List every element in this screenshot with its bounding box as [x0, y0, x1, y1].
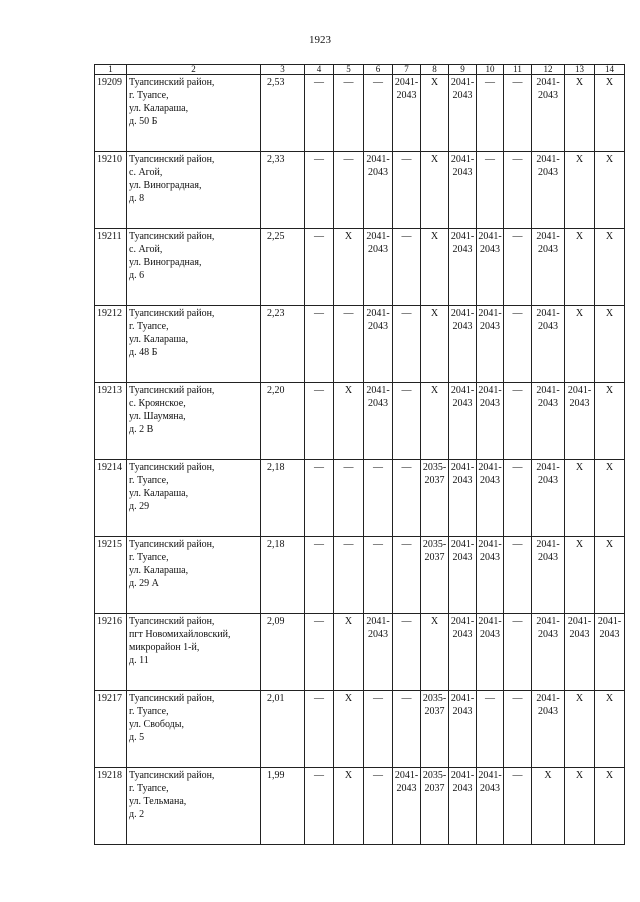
value-cell: X — [565, 460, 595, 537]
value-cell: — — [305, 229, 334, 306]
value-cell: 2041- 2043 — [364, 614, 393, 691]
area-cell: 2,18 — [261, 460, 305, 537]
value-cell: — — [477, 691, 504, 768]
value-cell: — — [305, 75, 334, 152]
value-cell: 2041- 2043 — [393, 75, 421, 152]
value-cell: — — [477, 152, 504, 229]
value-cell: 2041- 2043 — [565, 383, 595, 460]
area-cell: 2,20 — [261, 383, 305, 460]
value-cell: 2041- 2043 — [477, 614, 504, 691]
value-cell: 2035- 2037 — [421, 537, 449, 614]
value-cell: X — [595, 75, 625, 152]
row-number-cell: 19210 — [95, 152, 127, 229]
value-cell: X — [334, 691, 364, 768]
value-cell: — — [305, 460, 334, 537]
row-number-cell: 19209 — [95, 75, 127, 152]
table-row — [95, 768, 625, 845]
row-number-cell: 19213 — [95, 383, 127, 460]
value-cell: 2041- 2043 — [449, 537, 477, 614]
column-header: 9 — [449, 65, 477, 75]
value-cell: — — [393, 691, 421, 768]
value-cell: 2041- 2043 — [477, 768, 504, 845]
value-cell: 2041- 2043 — [532, 460, 565, 537]
value-cell: 2041- 2043 — [364, 306, 393, 383]
value-cell: — — [364, 537, 393, 614]
value-cell: X — [595, 460, 625, 537]
value-cell: — — [504, 460, 532, 537]
value-cell: — — [305, 152, 334, 229]
address-cell: Туапсинский район, с. Агой, ул. Виноградная, д. 6 — [127, 229, 261, 306]
address-cell: Туапсинский район, пгт Новомихайловский, микрорайон 1-й, д. 11 — [127, 614, 261, 691]
value-cell: — — [504, 306, 532, 383]
value-cell: 2041- 2043 — [532, 152, 565, 229]
table-row — [95, 537, 625, 614]
value-cell: X — [595, 229, 625, 306]
value-cell: — — [305, 614, 334, 691]
value-cell: 2041- 2043 — [449, 229, 477, 306]
value-cell: — — [393, 383, 421, 460]
table-row — [95, 306, 625, 383]
address-cell: Туапсинский район, г. Туапсе, ул. Свободы, д. 5 — [127, 691, 261, 768]
value-cell: 2041- 2043 — [532, 383, 565, 460]
register-table — [94, 64, 625, 845]
value-cell: X — [532, 768, 565, 845]
row-number-cell: 19216 — [95, 614, 127, 691]
value-cell: 2041- 2043 — [449, 75, 477, 152]
value-cell: 2041- 2043 — [449, 691, 477, 768]
value-cell: X — [595, 691, 625, 768]
row-number-cell: 19215 — [95, 537, 127, 614]
area-cell: 1,99 — [261, 768, 305, 845]
row-number-cell: 19217 — [95, 691, 127, 768]
value-cell: X — [334, 229, 364, 306]
value-cell: X — [595, 537, 625, 614]
value-cell: X — [565, 75, 595, 152]
address-cell: Туапсинский район, г. Туапсе, ул. Калараша, д. 29 — [127, 460, 261, 537]
value-cell: — — [393, 152, 421, 229]
address-cell: Туапсинский район, г. Туапсе, ул. Калараша, д. 50 Б — [127, 75, 261, 152]
value-cell: X — [421, 383, 449, 460]
value-cell: — — [504, 383, 532, 460]
column-header: 6 — [364, 65, 393, 75]
value-cell: 2041- 2043 — [449, 460, 477, 537]
address-cell: Туапсинский район, г. Туапсе, ул. Калараша, д. 29 А — [127, 537, 261, 614]
value-cell: X — [595, 383, 625, 460]
column-header: 3 — [261, 65, 305, 75]
value-cell: 2041- 2043 — [364, 383, 393, 460]
value-cell: — — [334, 460, 364, 537]
address-cell: Туапсинский район, с. Агой, ул. Виноградная, д. 8 — [127, 152, 261, 229]
value-cell: — — [305, 691, 334, 768]
value-cell: 2041- 2043 — [364, 229, 393, 306]
value-cell: 2041- 2043 — [477, 537, 504, 614]
column-header: 4 — [305, 65, 334, 75]
value-cell: X — [421, 229, 449, 306]
column-header: 10 — [477, 65, 504, 75]
value-cell: 2041- 2043 — [565, 614, 595, 691]
column-header: 5 — [334, 65, 364, 75]
value-cell: — — [393, 229, 421, 306]
value-cell: 2041- 2043 — [364, 152, 393, 229]
header-row — [95, 65, 625, 75]
value-cell: — — [393, 460, 421, 537]
value-cell: — — [393, 306, 421, 383]
value-cell: — — [364, 460, 393, 537]
value-cell: — — [334, 306, 364, 383]
value-cell: 2041- 2043 — [477, 460, 504, 537]
value-cell: — — [504, 768, 532, 845]
area-cell: 2,33 — [261, 152, 305, 229]
column-header: 13 — [565, 65, 595, 75]
value-cell: — — [393, 537, 421, 614]
value-cell: — — [364, 691, 393, 768]
value-cell: 2041- 2043 — [477, 306, 504, 383]
value-cell: X — [565, 229, 595, 306]
column-header: 11 — [504, 65, 532, 75]
value-cell: X — [421, 614, 449, 691]
value-cell: X — [421, 306, 449, 383]
column-header: 12 — [532, 65, 565, 75]
value-cell: 2041- 2043 — [449, 306, 477, 383]
value-cell: X — [565, 152, 595, 229]
value-cell: — — [334, 75, 364, 152]
area-cell: 2,53 — [261, 75, 305, 152]
row-number-cell: 19212 — [95, 306, 127, 383]
value-cell: 2041- 2043 — [532, 537, 565, 614]
column-header: 2 — [127, 65, 261, 75]
value-cell: 2041- 2043 — [532, 306, 565, 383]
value-cell: 2035- 2037 — [421, 460, 449, 537]
value-cell: — — [504, 691, 532, 768]
value-cell: 2041- 2043 — [532, 75, 565, 152]
value-cell: — — [393, 614, 421, 691]
value-cell: X — [421, 75, 449, 152]
address-cell: Туапсинский район, г. Туапсе, ул. Тельмана, д. 2 — [127, 768, 261, 845]
value-cell: X — [334, 614, 364, 691]
value-cell: 2041- 2043 — [477, 383, 504, 460]
value-cell: X — [421, 152, 449, 229]
table-row — [95, 229, 625, 306]
table-row — [95, 152, 625, 229]
row-number-cell: 19218 — [95, 768, 127, 845]
value-cell: — — [364, 768, 393, 845]
table-row — [95, 614, 625, 691]
area-cell: 2,18 — [261, 537, 305, 614]
value-cell: 2041- 2043 — [532, 229, 565, 306]
value-cell: 2041- 2043 — [595, 614, 625, 691]
value-cell: — — [504, 537, 532, 614]
value-cell: — — [334, 152, 364, 229]
table-row — [95, 460, 625, 537]
value-cell: X — [565, 306, 595, 383]
value-cell: 2041- 2043 — [532, 614, 565, 691]
column-header: 1 — [95, 65, 127, 75]
address-cell: Туапсинский район, с. Кроянское, ул. Шаумяна, д. 2 В — [127, 383, 261, 460]
value-cell: X — [595, 768, 625, 845]
value-cell: — — [305, 306, 334, 383]
value-cell: — — [504, 614, 532, 691]
area-cell: 2,23 — [261, 306, 305, 383]
value-cell: X — [565, 768, 595, 845]
page-number: 1923 — [309, 34, 331, 46]
row-number-cell: 19211 — [95, 229, 127, 306]
value-cell: X — [334, 383, 364, 460]
area-cell: 2,01 — [261, 691, 305, 768]
value-cell: — — [305, 768, 334, 845]
value-cell: — — [477, 75, 504, 152]
value-cell: X — [565, 537, 595, 614]
value-cell: 2041- 2043 — [449, 383, 477, 460]
value-cell: 2041- 2043 — [449, 614, 477, 691]
value-cell: X — [595, 306, 625, 383]
value-cell: — — [504, 152, 532, 229]
value-cell: X — [565, 691, 595, 768]
column-header: 7 — [393, 65, 421, 75]
value-cell: — — [504, 229, 532, 306]
value-cell: 2041- 2043 — [449, 768, 477, 845]
value-cell: X — [334, 768, 364, 845]
value-cell: 2041- 2043 — [477, 229, 504, 306]
table-row — [95, 383, 625, 460]
area-cell: 2,09 — [261, 614, 305, 691]
table-row — [95, 691, 625, 768]
value-cell: 2041- 2043 — [449, 152, 477, 229]
value-cell: — — [504, 75, 532, 152]
address-cell: Туапсинский район, г. Туапсе, ул. Калараша, д. 48 Б — [127, 306, 261, 383]
value-cell: — — [305, 383, 334, 460]
value-cell: X — [595, 152, 625, 229]
table-row — [95, 75, 625, 152]
value-cell: 2035- 2037 — [421, 768, 449, 845]
row-number-cell: 19214 — [95, 460, 127, 537]
value-cell: 2041- 2043 — [532, 691, 565, 768]
value-cell: — — [334, 537, 364, 614]
column-header: 14 — [595, 65, 625, 75]
column-header: 8 — [421, 65, 449, 75]
value-cell: — — [364, 75, 393, 152]
value-cell: — — [305, 537, 334, 614]
area-cell: 2,25 — [261, 229, 305, 306]
value-cell: 2041- 2043 — [393, 768, 421, 845]
value-cell: 2035- 2037 — [421, 691, 449, 768]
